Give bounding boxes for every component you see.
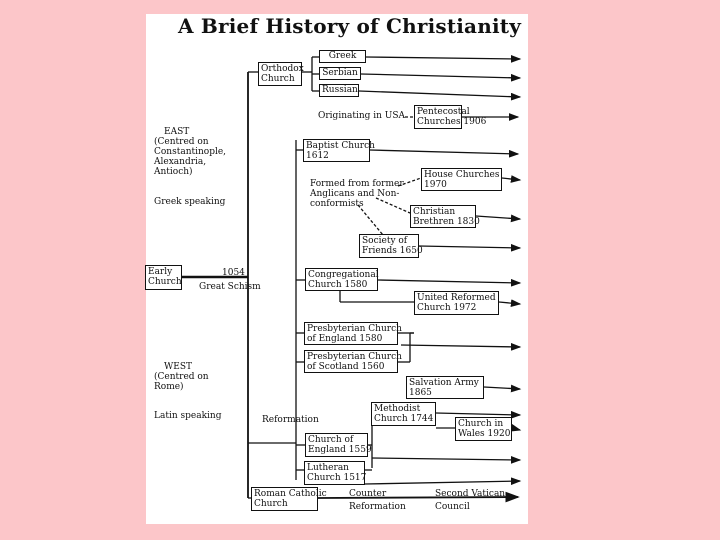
west-region-detail: (Centred on Rome) [154, 372, 209, 392]
west-region-label: WEST [164, 362, 192, 372]
society-of-friends-node: Society of Friends 1650 [359, 234, 419, 258]
diagram-title: A Brief History of Christianity [178, 14, 522, 38]
presbyterian-england-node: Presbyterian Church of England 1580 [304, 322, 398, 345]
serbian-node: Serbian [319, 67, 361, 80]
counter-reformation-label: Counter Reformation [349, 489, 406, 512]
church-in-wales-node: Church in Wales 1920 [455, 417, 512, 441]
reformation-label: Reformation [262, 415, 319, 425]
russian-node: Russian [319, 84, 359, 97]
methodist-church-node: Methodist Church 1744 [371, 402, 436, 426]
house-churches-node: House Churches 1970 [421, 168, 502, 191]
originating-usa-label: Originating in USA [318, 111, 406, 121]
roman-catholic-church-node: Roman Catholic Church [251, 487, 318, 511]
east-region-label: EAST [164, 127, 190, 137]
salvation-army-node: Salvation Army 1865 [406, 376, 484, 399]
early-church-node: Early Church [145, 265, 182, 290]
orthodox-church-node: Orthodox Church [258, 62, 302, 86]
congregational-church-node: Congregational Church 1580 [305, 268, 378, 291]
lutheran-church-node: Lutheran Church 1517 [304, 461, 365, 485]
united-reformed-node: United Reformed Church 1972 [414, 291, 499, 315]
great-schism-label: Great Schism [199, 282, 261, 292]
church-of-england-node: Church of England 1559 [305, 433, 368, 457]
second-vatican-label: Second Vatican Council [435, 489, 506, 512]
christian-brethren-node: Christian Brethren 1830 [410, 205, 476, 228]
west-language-label: Latin speaking [154, 411, 222, 421]
east-language-label: Greek speaking [154, 197, 226, 207]
baptist-church-node: Baptist Church 1612 [303, 139, 370, 162]
east-region-detail: (Centred on Constantinople, Alexandria, Antioch) [154, 137, 227, 177]
presbyterian-scotland-node: Presbyterian Church of Scotland 1560 [304, 350, 398, 373]
formed-from-note: Formed from former Anglicans and Non- conformists [310, 179, 404, 209]
schism-year: 1054 [222, 268, 245, 278]
pentecostal-node: Pentecostal Churches 1906 [414, 105, 462, 129]
greek-node: Greek [319, 50, 366, 63]
